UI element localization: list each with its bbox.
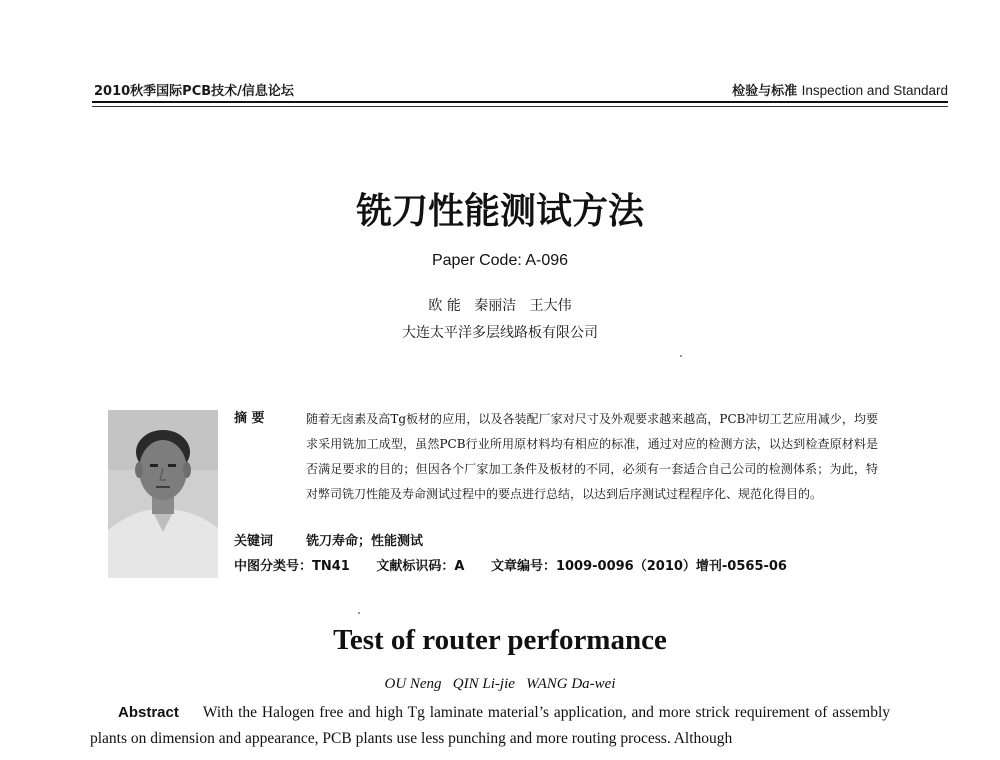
scan-speck — [358, 612, 360, 614]
paper-title-cn: 铣刀性能测试方法 — [355, 191, 644, 232]
keywords-label: 关键词 — [234, 534, 274, 549]
classification-row — [234, 555, 809, 574]
running-header-left: 2010秋季国际PCB技术/信息论坛 — [94, 84, 294, 99]
authors-cn: 欧 能 秦丽洁 王大伟 — [428, 298, 572, 314]
clc-number: 中图分类号：TN41 — [234, 559, 350, 574]
running-header-right — [732, 80, 948, 99]
paper-title-en: Test of router performance — [333, 624, 667, 656]
section-name-cn: 检验与标准 — [732, 84, 798, 99]
header-rule-thick — [92, 101, 948, 103]
keywords-value: 铣刀寿命；性能测试 — [306, 534, 424, 549]
document-code: 文献标识码：A — [376, 559, 465, 574]
abstract-en-text: With the Halogen free and high Tg laminate material’s application, and more strick requirement of assembly plants on dimension and appearance, PCB plants use less punching and more routing process. Although — [90, 704, 890, 747]
authors-en: OU Neng QIN Li-jie WANG Da-wei — [384, 676, 616, 692]
article-number: 文章编号：1009-0096（2010）增刊-0565-06 — [490, 559, 787, 574]
header-rule-thin — [92, 106, 948, 107]
abstract-en-label: Abstract — [118, 704, 179, 721]
section-name-en: Inspection and Standard — [801, 83, 948, 98]
author-photo — [108, 410, 218, 578]
author-portrait-image — [108, 410, 218, 578]
paper-code: Paper Code: A-096 — [431, 252, 569, 269]
scan-speck — [680, 355, 682, 357]
abstract-cn-label: 摘 要 — [234, 411, 265, 426]
keywords-row — [234, 530, 423, 549]
abstract-cn-text: 随着无卤素及高Tg板材的应用，以及各装配厂家对尺寸及外观要求越来越高，PCB冲切工艺应用减少，均要求采用铣加工成型，虽然PCB行业所用原材料均有相应的标准，通过对应的检测方法，以达到检查原材料是否满足要求的目的；但因各个厂家加工条件及板材的不同，必须有一套适合自己公司的检测体系；为此，特对弊司铣刀性能及寿命测试过程中的要点进行总结，以达到后序测试过程程序化、规范化得目的。 — [306, 412, 878, 501]
affiliation-cn: 大连太平洋多层线路板有限公司 — [402, 325, 598, 341]
abstract-en — [90, 700, 890, 752]
